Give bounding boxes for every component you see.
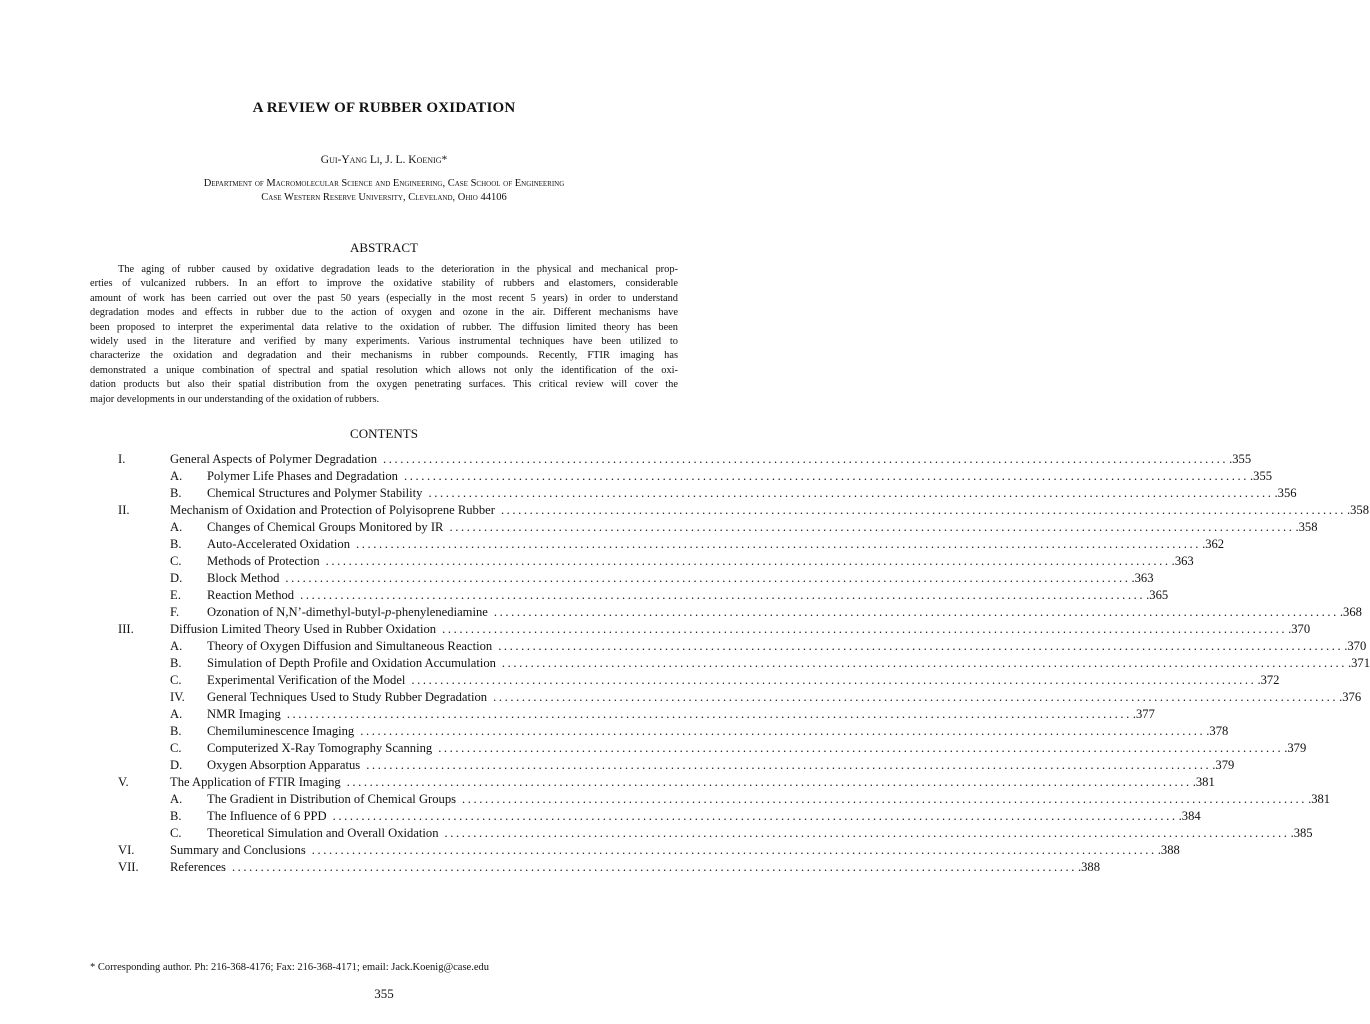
toc-title: Methods of Protection [207,554,320,568]
abstract-line: major developments in our understanding of the oxidation of rubbers. [90,393,380,405]
toc-page-number: .377 [1132,707,1155,721]
toc-dot-leader: ................................................................................................................................................... [493,690,1339,704]
page-number: 355 [374,986,394,1001]
toc-line [170,842,1180,859]
toc-title: Summary and Conclusions [170,843,306,857]
toc-page-number: .372 [1257,673,1280,687]
toc-dot-leader: ................................................................................................................................................... [360,724,1206,738]
toc-section-number: VI. [118,843,135,857]
toc-dot-leader: ................................................................................................................................................... [285,571,1131,585]
abstract-line: amount of work has been carried out over the past 50 years (especially in the most recent 5 years) in order to understand [90,292,678,304]
abstract-line: demonstrated a unique combination of spectral and spatial resolution which allows not only the identification of the oxi- [90,364,678,376]
toc-entry [118,706,1155,723]
abstract-line: widely used in the literature and verified by many experiments. Various instrumental techniques have been utilized to [90,336,678,348]
toc-section-number: V. [118,775,129,789]
toc-dot-leader: ................................................................................................................................................... [346,775,1192,789]
toc-dot-leader: ................................................................................................................................................... [383,452,1229,466]
toc-dot-leader: ................................................................................................................................................... [403,469,1249,483]
toc-entry [118,757,1235,774]
toc-subsection-letter: A. [170,520,183,534]
toc-page-number: .368 [1339,605,1362,619]
abstract-line: dation products but also their spatial distribution from the oxygen penetrating surfaces. This critical review will cover the [90,379,678,391]
toc-section-number: VII. [118,860,139,874]
toc-subsection-letter: B. [170,486,182,500]
paper-title: A REVIEW OF RUBBER OXIDATION [252,100,516,116]
toc-dot-leader: ................................................................................................................................................... [449,520,1295,534]
toc-page-number: .356 [1274,486,1297,500]
toc-subsection-letter: A. [170,792,183,806]
toc-line [207,485,1297,502]
toc-line [207,672,1280,689]
toc-title: Mechanism of Oxidation and Protection of Polyisoprene Rubber [170,503,495,517]
toc-dot-leader: ................................................................................................................................................... [428,486,1274,500]
toc-dot-leader: ................................................................................................................................................... [286,707,1132,721]
toc-subsection-letter: C. [170,554,182,568]
toc-entry [118,808,1201,825]
toc-dot-leader: ................................................................................................................................................... [438,741,1284,755]
toc-line [207,519,1318,536]
toc-line [207,536,1225,553]
toc-subsection-letter: D. [170,571,183,585]
toc-page-number: .358 [1295,520,1318,534]
toc-entry [118,553,1194,570]
toc-dot-leader: ................................................................................................................................................... [500,503,1346,517]
toc-entry [118,519,1318,536]
toc-entry [118,825,1313,842]
toc-entry [118,689,1362,706]
toc-page-number: .355 [1229,452,1252,466]
toc-subsection-letter: B. [170,724,182,738]
toc-line [170,451,1252,468]
toc-entry [118,604,1362,621]
toc-dot-leader: ................................................................................................................................................... [501,656,1347,670]
toc-dot-leader: ................................................................................................................................................... [300,588,1146,602]
toc-entry [118,451,1252,468]
toc-title: Chemical Structures and Polymer Stability [207,486,423,500]
toc-title: References [170,860,226,874]
toc-subsection-letter: C. [170,741,182,755]
toc-entry [118,621,1311,638]
toc-entry [118,502,1370,519]
toc-subsection-letter: B. [170,809,182,823]
toc-title: Block Method [207,571,280,585]
toc-dot-leader: ................................................................................................................................................... [493,605,1339,619]
toc-line [170,859,1101,876]
toc-title: Reaction Method [207,588,295,602]
toc-title: Diffusion Limited Theory Used in Rubber Oxidation [170,622,437,636]
toc-page-number: .379 [1212,758,1235,772]
toc-page-number: .388 [1077,860,1101,874]
toc-page-number: .378 [1206,724,1229,738]
toc-dot-leader: ................................................................................................................................................... [356,537,1202,551]
toc-title: Simulation of Depth Profile and Oxidation Accumulation [207,656,496,670]
toc-entry [118,638,1367,655]
toc-page-number: .362 [1202,537,1225,551]
toc-title: Experimental Verification of the Model [207,673,406,687]
toc-subsection-letter: A. [170,469,183,483]
toc-line [207,723,1229,740]
toc-entry [118,859,1101,876]
toc-line [207,689,1362,706]
toc-line [207,791,1331,808]
toc-dot-leader: ................................................................................................................................................... [311,843,1157,857]
toc-dot-leader: ................................................................................................................................................... [332,809,1178,823]
toc-line [207,757,1235,774]
toc-title: NMR Imaging [207,707,281,721]
toc-title: Theory of Oxygen Diffusion and Simultaneous Reaction [207,639,493,653]
toc-title: General Techniques Used to Study Rubber Degradation [207,690,488,704]
toc-title: General Aspects of Polymer Degradation [170,452,378,466]
toc-entry [118,485,1297,502]
toc-title: Auto-Accelerated Oxidation [207,537,351,551]
toc-dot-leader: ................................................................................................................................................... [462,792,1308,806]
toc-line [207,740,1307,757]
toc-page-number: .355 [1250,469,1273,483]
toc-entry [118,740,1307,757]
toc-page-number: .363 [1131,571,1154,585]
toc-dot-leader: ................................................................................................................................................... [411,673,1257,687]
toc-page-number: .370 [1344,639,1367,653]
toc-entry [118,791,1331,808]
toc-line [207,570,1154,587]
toc-line [207,468,1273,485]
toc-title: Oxygen Absorption Apparatus [207,758,361,772]
toc-line [207,587,1169,604]
abstract-line: been proposed to interpret the experimental data relative to the oxidation of rubber. The diffusion limited theory has been [90,321,678,333]
toc-title: The Influence of 6 PPD [207,809,327,823]
toc-page-number: .376 [1339,690,1362,704]
contents-heading: CONTENTS [350,426,418,441]
toc-dot-leader: ................................................................................................................................................... [442,622,1288,636]
toc-title: Theoretical Simulation and Overall Oxidation [207,826,439,840]
toc-subsection-letter: F. [170,605,180,619]
toc-title: The Application of FTIR Imaging [170,775,341,789]
affiliation-line-2: Case Western Reserve University, Cleveland, Ohio 44106 [261,192,507,203]
toc-title: Computerized X-Ray Tomography Scanning [207,741,433,755]
toc-page-number: .365 [1146,588,1169,602]
toc-entry [118,468,1273,485]
toc-page-number: .358 [1346,503,1370,517]
toc-line [207,553,1194,570]
toc-title: Ozonation of N,N’-dimethyl-butyl-p-phenylenediamine [207,605,488,619]
toc-line [207,655,1370,672]
toc-line [207,706,1155,723]
toc-subsection-letter: D. [170,758,183,772]
toc-line [170,502,1370,519]
abstract-heading: ABSTRACT [350,240,418,255]
toc-entry [118,655,1370,672]
abstract-line: erties of vulcanized rubbers. In an effort to improve the oxidative stability of rubbers and elastomers, considerable [90,278,678,290]
toc-subsection-letter: C. [170,826,182,840]
toc-page-number: .370 [1288,622,1311,636]
toc-title: Changes of Chemical Groups Monitored by IR [207,520,444,534]
toc-entry [118,774,1215,791]
toc-subsection-letter: B. [170,537,182,551]
toc-title: Chemiluminescence Imaging [207,724,355,738]
affiliation-line-1: Department of Macromolecular Science and Engineering, Case School of Engineering [203,178,565,189]
abstract-line: degradation modes and effects in rubber due to the action of oxygen and ozone in the air. Different mechanisms have [90,307,678,319]
toc-title: The Gradient in Distribution of Chemical Groups [207,792,457,806]
author-line: Gui-Yang Li, J. L. Koenig* [320,154,448,166]
toc-dot-leader: ................................................................................................................................................... [444,826,1290,840]
toc-entry [118,536,1225,553]
toc-line [207,638,1367,655]
toc-line [207,604,1362,621]
toc-page-number: .388 [1157,843,1180,857]
toc-entry [118,587,1169,604]
abstract-body [90,263,678,407]
toc-page-number: .384 [1178,809,1201,823]
toc-entry [118,672,1280,689]
toc-subsection-letter: E. [170,588,181,602]
toc-subsection-letter: B. [170,656,182,670]
toc-line [207,808,1201,825]
toc-entry [118,723,1229,740]
toc-page-number: .385 [1290,826,1313,840]
toc-subsection-letter: C. [170,673,182,687]
toc-page-number: .381 [1308,792,1331,806]
toc-dot-leader: ................................................................................................................................................... [325,554,1171,568]
toc-page-number: .379 [1284,741,1307,755]
toc-section-number: III. [118,622,134,636]
toc-page-number: .381 [1192,775,1215,789]
toc-line [170,774,1215,791]
toc-subsection-letter: A. [170,707,183,721]
toc-entry [118,570,1154,587]
toc-dot-leader: ................................................................................................................................................... [498,639,1344,653]
toc-section-number: I. [118,452,126,466]
toc-section-number: II. [118,503,130,517]
table-of-contents [118,451,1370,876]
abstract-line: characterize the oxidation and degradation and their mechanisms in rubber compounds. Recently, FTIR imaging has [90,350,678,362]
corresponding-author-footnote: * Corresponding author. Ph: 216-368-4176; Fax: 216-368-4171; email: Jack.Koenig@case.edu [90,962,489,973]
toc-subsection-letter: A. [170,639,183,653]
toc-subsection-letter: IV. [170,690,185,704]
toc-title: Polymer Life Phases and Degradation [207,469,398,483]
toc-page-number: .363 [1171,554,1194,568]
toc-dot-leader: ................................................................................................................................................... [366,758,1212,772]
abstract-line: The aging of rubber caused by oxidative degradation leads to the deterioration in the physical and mechanical prop- [118,264,678,275]
toc-line [170,621,1311,638]
toc-page-number: .371 [1347,656,1370,670]
toc-line [207,825,1313,842]
toc-entry [118,842,1180,859]
italic-para-prefix: p [385,605,392,619]
toc-dot-leader: ................................................................................................................................................... [231,860,1077,874]
